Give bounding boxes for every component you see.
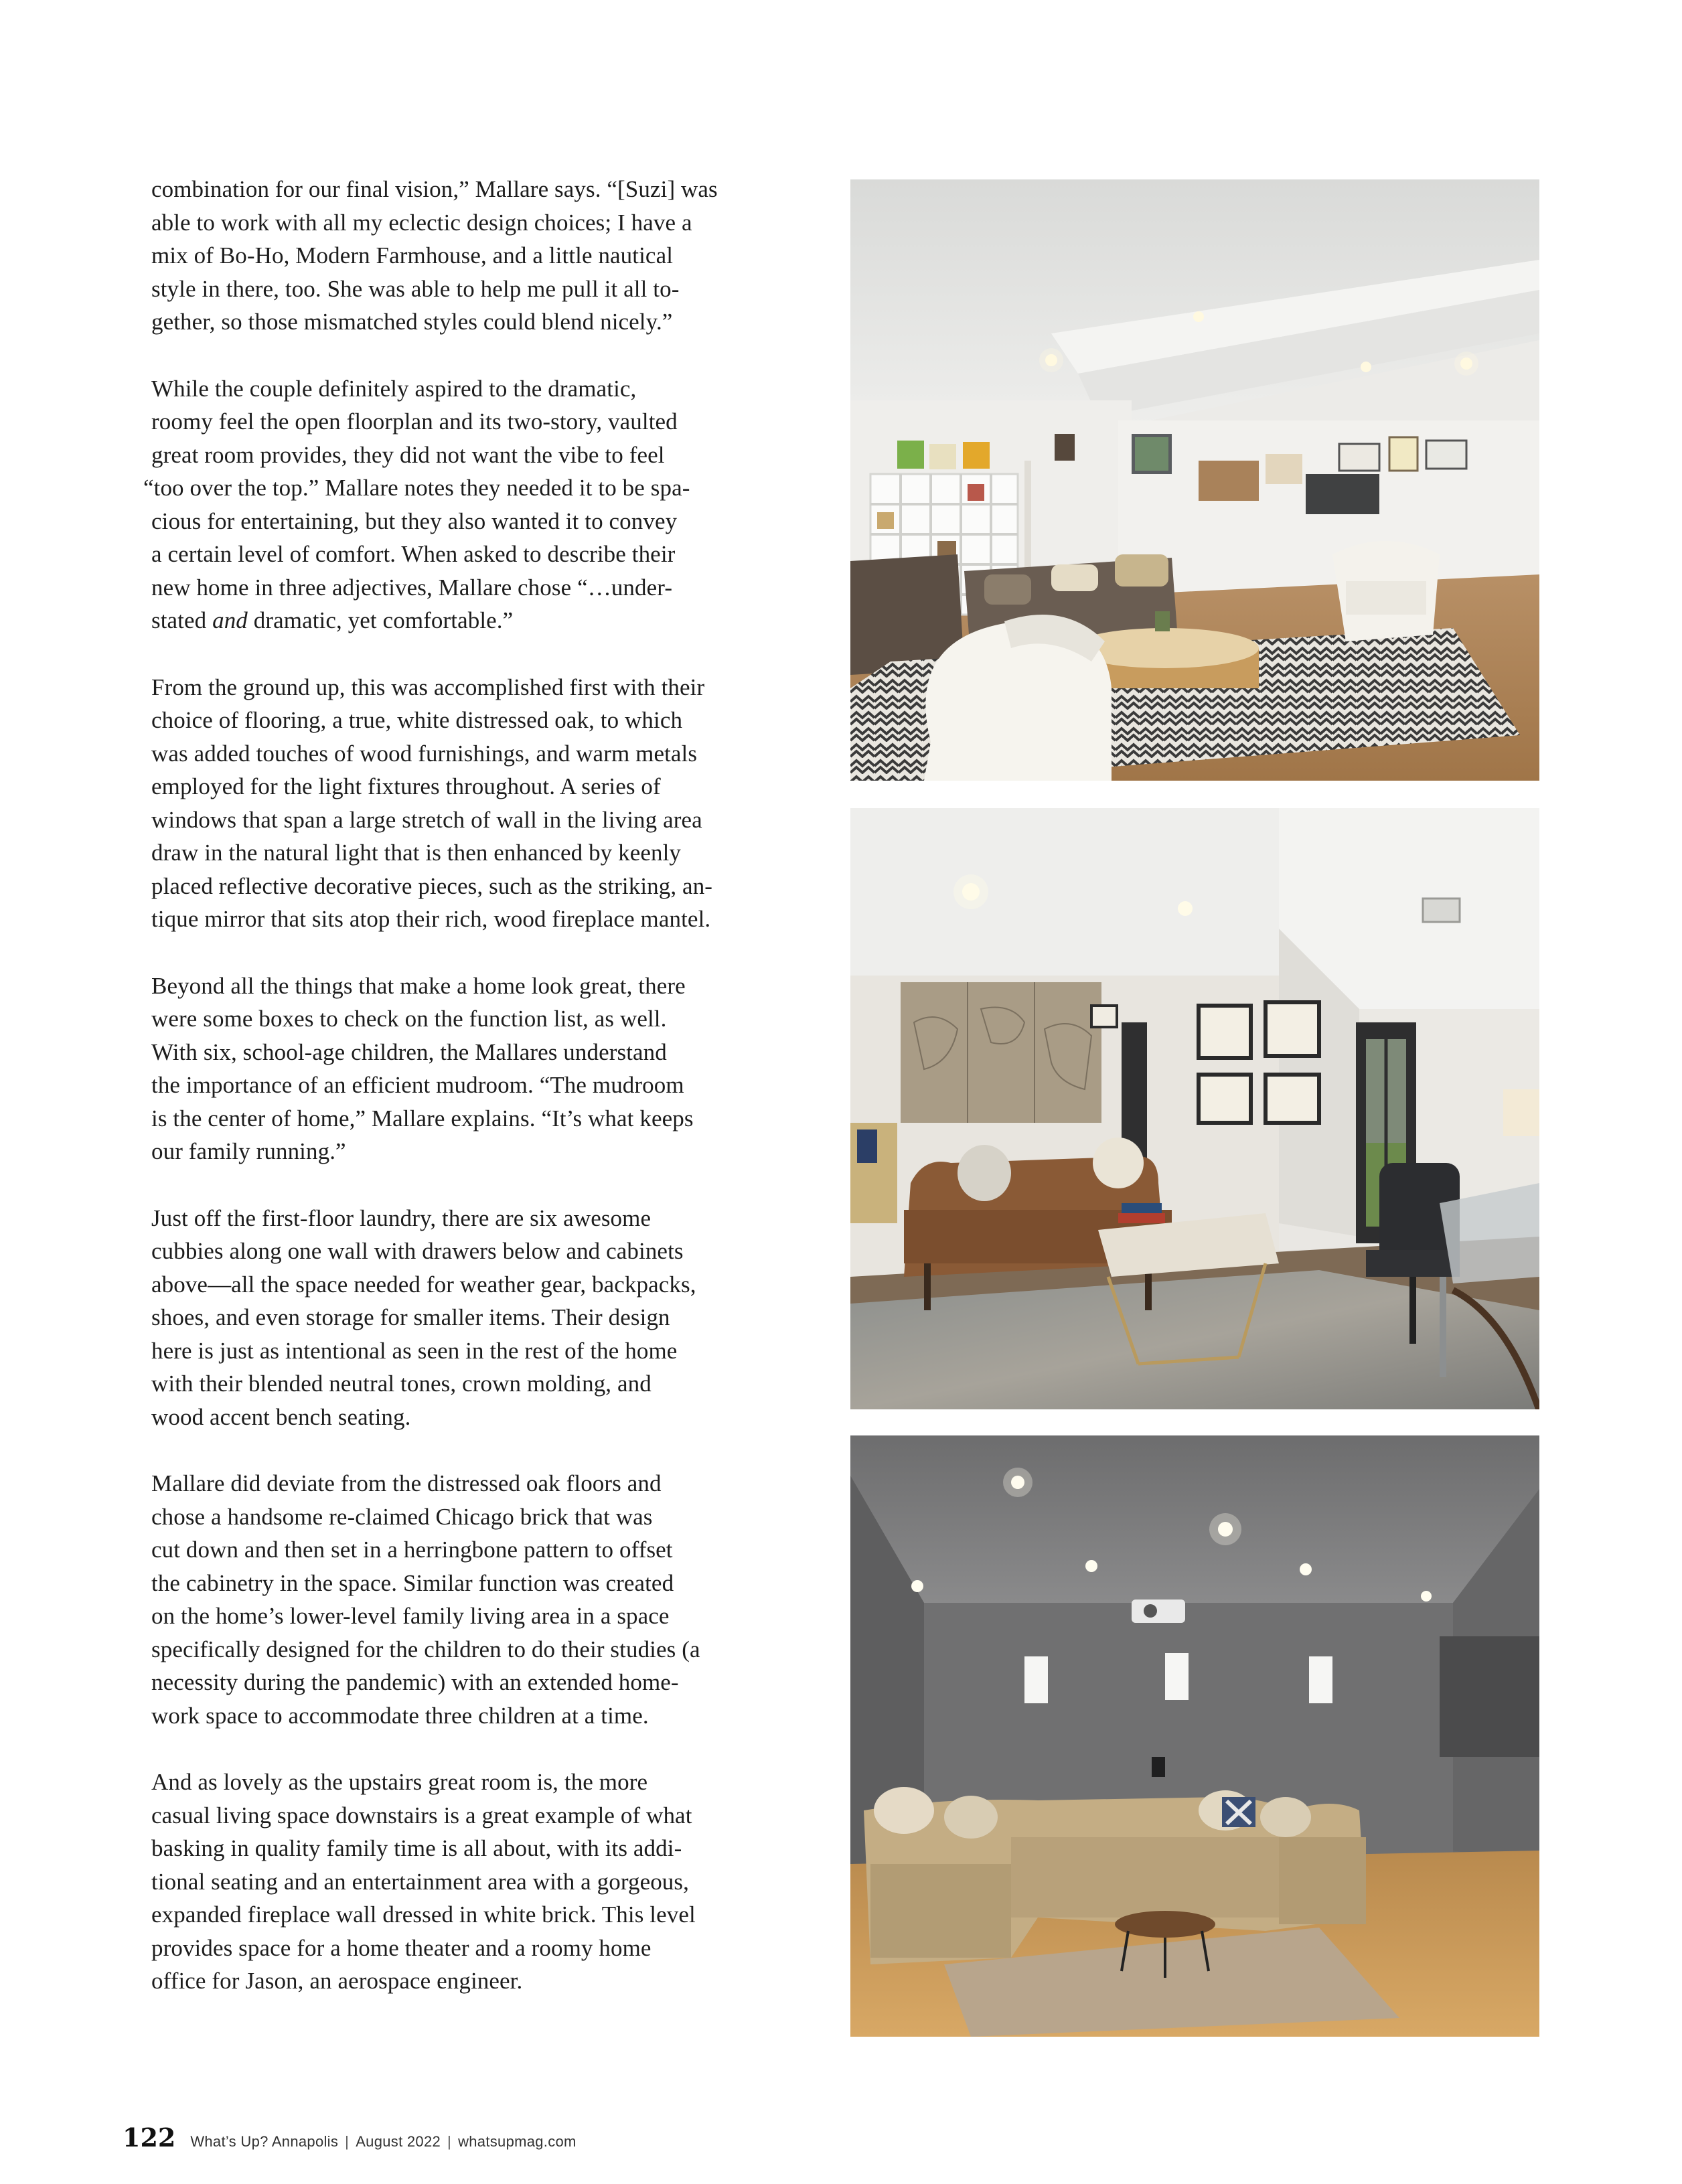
text-line: chose a handsome re-claimed Chicago brick that was (151, 1503, 653, 1530)
text-line: provides space for a home theater and a roomy home (151, 1934, 652, 1961)
theater-room-illustration (850, 1435, 1539, 2037)
text-line: tique mirror that sits atop their rich, wood fireplace mantel. (151, 906, 711, 932)
emphasized-word: and (212, 607, 248, 633)
text-line: With six, school-age children, the Mallares understand (151, 1038, 667, 1065)
text-line: choice of flooring, a true, white distressed oak, to which (151, 707, 683, 733)
text-line: a certain level of comfort. When asked to describe their (151, 541, 676, 567)
text-line: the importance of an efficient mudroom. “The mudroom (151, 1072, 684, 1098)
text-line: specifically designed for the children to do their studies (a (151, 1636, 700, 1662)
text-line (151, 604, 794, 637)
footer-separator: | (345, 2133, 350, 2150)
text-line: mix of Bo-Ho, Modern Farmhouse, and a little nautical (151, 242, 674, 268)
text-line: draw in the natural light that is then enhanced by keenly (151, 840, 682, 866)
text-line: expanded fireplace wall dressed in white brick. This level (151, 1901, 696, 1928)
photo-home-office (850, 808, 1539, 1409)
text-line: wood accent bench seating. (151, 1403, 411, 1430)
text-line: shoes, and even storage for smaller items. Their design (151, 1304, 670, 1330)
living-room-illustration (850, 179, 1539, 781)
issue-date: August 2022 (356, 2133, 441, 2150)
text-line: “too over the top.” Mallare notes they needed it to be spa- (143, 475, 690, 501)
text-line: were some boxes to check on the function list, as well. (151, 1006, 667, 1032)
text-line: Beyond all the things that make a home look great, there (151, 972, 686, 999)
text-line: was added touches of wood furnishings, and warm metals (151, 740, 698, 767)
text-line: And as lovely as the upstairs great room is, the more (151, 1769, 648, 1795)
text-line: placed reflective decorative pieces, such as the striking, an- (151, 872, 713, 899)
text-line: While the couple definitely aspired to the dramatic, (151, 375, 637, 402)
text-line: windows that span a large stretch of wall in the living area (151, 806, 702, 833)
home-office-illustration (850, 808, 1539, 1409)
paragraph-1 (151, 173, 794, 339)
text-fragment: dramatic, yet comfortable.” (247, 607, 514, 633)
text-line: style in there, too. She was able to help me pull it all to- (151, 275, 680, 302)
text-line: Just off the first-floor laundry, there are six awesome (151, 1204, 652, 1231)
text-line: combination for our final vision,” Mallare says. “[Suzi] was (151, 176, 718, 202)
paragraph-7 (151, 1766, 794, 1998)
text-line: work space to accommodate three children at a time. (151, 1702, 649, 1729)
article-body (143, 173, 794, 2031)
text-line: gether, so those mismatched styles could blend nicely.” (151, 309, 673, 335)
text-line: basking in quality family time is all about, with its addi- (151, 1835, 682, 1861)
page-number: 122 (123, 2122, 176, 2153)
footer-separator: | (447, 2133, 452, 2150)
text-line: office for Jason, an aerospace engineer. (151, 1968, 523, 1994)
text-line: employed for the light fixtures throughout. A series of (151, 773, 661, 799)
text-line: Mallare did deviate from the distressed oak floors and (151, 1470, 662, 1496)
text-line: cubbies along one wall with drawers below and cabinets (151, 1238, 684, 1264)
text-line: the cabinetry in the space. Similar function was created (151, 1569, 674, 1596)
paragraph-6 (151, 1467, 794, 1732)
text-fragment: stated (151, 607, 213, 633)
text-line: on the home’s lower-level family living area in a space (151, 1603, 670, 1629)
text-line: great room provides, they did not want the vibe to feel (151, 441, 665, 468)
photo-basement-theater (850, 1435, 1539, 2037)
paragraph-5 (151, 1202, 794, 1434)
paragraph-4 (151, 969, 794, 1168)
website-link[interactable]: whatsupmag.com (458, 2133, 577, 2150)
text-line: cut down and then set in a herringbone pattern to offset (151, 1537, 673, 1563)
text-line: above—all the space needed for weather gear, backpacks, (151, 1271, 696, 1298)
page-footer (123, 2122, 577, 2153)
text-line: tional seating and an entertainment area with a gorgeous, (151, 1868, 689, 1895)
text-line: casual living space downstairs is a great example of what (151, 1802, 692, 1828)
photo-living-room (850, 179, 1539, 781)
text-line: cious for entertaining, but they also wanted it to convey (151, 508, 678, 534)
text-line: From the ground up, this was accomplished first with their (151, 674, 705, 700)
text-line: new home in three adjectives, Mallare chose “…under- (151, 574, 673, 601)
text-line: is the center of home,” Mallare explains. “It’s what keeps (151, 1105, 694, 1132)
paragraph-2 (143, 372, 794, 637)
publication-name: What’s Up? Annapolis (190, 2133, 339, 2150)
text-line: necessity during the pandemic) with an extended home- (151, 1669, 679, 1695)
text-line: here is just as intentional as seen in the rest of the home (151, 1337, 678, 1364)
text-line: our family running.” (151, 1138, 346, 1164)
paragraph-3 (151, 671, 794, 936)
text-line: able to work with all my eclectic design choices; I have a (151, 209, 692, 236)
text-line: roomy feel the open floorplan and its two-story, vaulted (151, 408, 678, 435)
text-line: with their blended neutral tones, crown molding, and (151, 1371, 652, 1397)
